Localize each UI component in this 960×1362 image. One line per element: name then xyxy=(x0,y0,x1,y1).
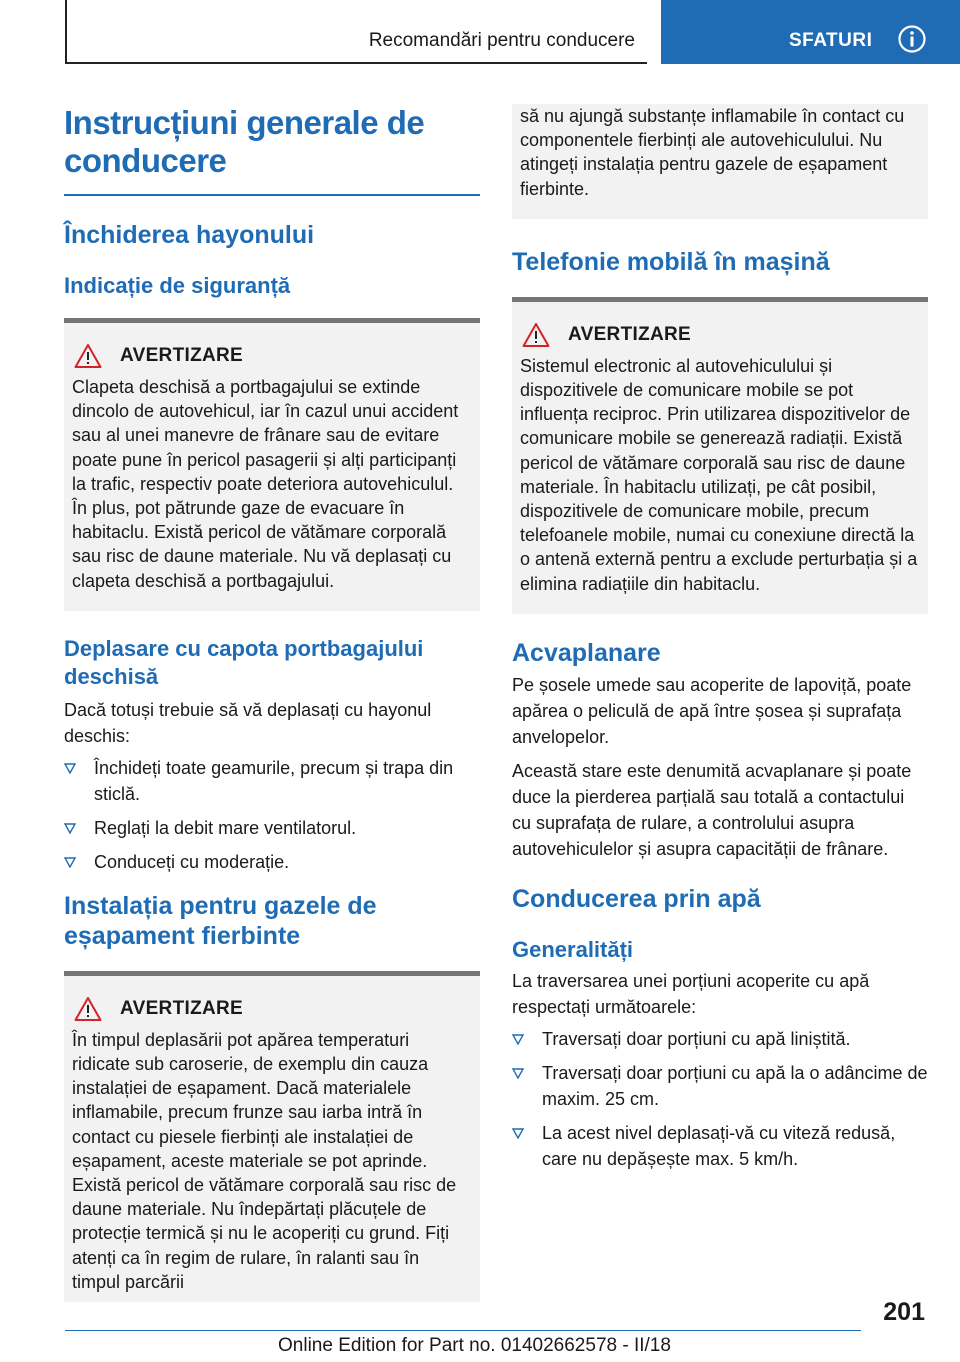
list-item-text: Conduceți cu moderație. xyxy=(94,851,290,872)
heading-open-trunk: Deplasare cu capota portbagajului deschisă xyxy=(64,635,424,689)
list-item xyxy=(512,1026,928,1052)
triangle-bullet-icon xyxy=(512,1068,524,1079)
warning-box-exhaust xyxy=(64,971,480,1302)
triangle-bullet-icon xyxy=(64,763,76,774)
header-bottom-rule xyxy=(65,62,647,64)
open-trunk-list xyxy=(64,755,480,875)
heading-driving-through-water: Conducerea prin apă xyxy=(512,884,761,913)
list-item-text: Traversați doar porțiuni cu apă la o adâncime de maxim. 25 cm. xyxy=(542,1062,928,1109)
warning-box-tailgate xyxy=(64,318,480,611)
warning-box-phone xyxy=(512,297,928,614)
list-item xyxy=(64,849,480,875)
heading-aquaplaning: Acvaplanare xyxy=(512,638,661,667)
warning-triangle-icon xyxy=(74,343,102,369)
list-item xyxy=(512,1120,928,1172)
general-intro: La traversarea unei porțiuni acoperite cu apă respectați următoarele: xyxy=(512,970,870,1017)
list-item-text: Traversați doar porțiuni cu apă liniștită. xyxy=(542,1028,851,1049)
list-item-text: Închideți toate geamurile, precum și trapa din sticlă. xyxy=(94,757,454,804)
heading-tailgate: Închiderea hayonului xyxy=(64,221,315,249)
page-title: Instrucțiuni generale de conducere xyxy=(64,104,425,179)
left-column xyxy=(64,104,480,1302)
right-column xyxy=(512,104,928,1180)
list-item-text: La acest nivel deplasați-vă cu viteză redusă, care nu depășește max. 5 km/h. xyxy=(542,1122,896,1169)
info-icon xyxy=(897,24,927,54)
warning-triangle-icon xyxy=(74,996,102,1022)
header-tab-label: SFATURI xyxy=(789,30,873,51)
header-tab[interactable] xyxy=(661,0,960,64)
warning-label: AVERTIZARE xyxy=(120,997,243,1019)
list-item-text: Reglați la debit mare ventilatorul. xyxy=(94,817,357,838)
title-rule xyxy=(64,194,480,196)
warning-text: Sistemul electronic al autovehiculului și dispozitivele de comunicare mobile se pot influența reciproc. Prin utilizarea dispozitivelor de comunicare mobile se generează radiații. Există pericol de vătămare corporală sau risc de daune materiale. În habitaclu utilizați, pe cât posibil, dispozitivele de comunicare mobile, precum telefoanele mobile, numai cu conexiune directă la o antenă externă pentru a exclude perturbația și a elimina radiațiile din habitaclu. xyxy=(520,355,918,594)
warning-text: Clapeta deschisă a portbagajului se extinde dincolo de autovehicul, iar în cazul unui accident sau al unei manevre de frânare sau de evitare poate pune în pericol pasagerii și alți participanți la trafic, respectiv poate deteriora autovehiculul. În plus, pot pătrunde gaze de evacuare în habitaclu. Există pericol de vătămare corporală sau risc de daune materiale. Nu vă deplasați cu clapeta deschisă a portbagajului. xyxy=(72,377,459,591)
heading-exhaust: Instalația pentru gazele de eșapament fierbinte xyxy=(64,891,377,950)
triangle-bullet-icon xyxy=(512,1034,524,1045)
warning-triangle-icon xyxy=(522,322,550,348)
triangle-bullet-icon xyxy=(512,1128,524,1139)
list-item xyxy=(64,755,480,807)
general-list xyxy=(512,1026,928,1172)
triangle-bullet-icon xyxy=(64,857,76,868)
aquaplaning-paragraph-1: Pe șosele umede sau acoperite de lapoviță, poate apărea o peliculă de apă între șosea și suprafața anvelopelor. xyxy=(512,674,912,747)
header-left-rule xyxy=(65,0,67,64)
list-item xyxy=(512,1060,928,1112)
list-item xyxy=(64,815,480,841)
heading-mobile-phone: Telefonie mobilă în mașină xyxy=(512,247,830,276)
warning-box-exhaust-continued xyxy=(512,104,928,219)
warning-label: AVERTIZARE xyxy=(120,345,243,366)
warning-label: AVERTIZARE xyxy=(568,323,691,345)
warning-header xyxy=(72,994,472,1024)
aquaplaning-paragraph-2: Această stare este denumită acvaplanare și poate duce la pierderea parțială sau totală a contactului cu suprafața de rulare, a controlului asupra autovehiculelor și asupra capacității de frânare. xyxy=(512,760,912,859)
warning-header xyxy=(72,341,472,371)
header-section-title: Recomandări pentru conducere xyxy=(368,30,635,51)
warning-header xyxy=(520,320,920,350)
heading-safety: Indicație de siguranță xyxy=(64,273,291,298)
footer-edition: Online Edition for Part no. 01402662578 - II/18 xyxy=(278,1335,671,1356)
open-trunk-intro: Dacă totuși trebuie să vă deplasați cu hayonul deschis: xyxy=(64,699,432,746)
triangle-bullet-icon xyxy=(64,823,76,834)
warning-text: În timpul deplasării pot apărea temperaturi ridicate sub caroserie, de exemplu din cauza instalației de eșapament. Dacă materialele inflamabile, precum frunze sau iarba intră în contact cu piesele fierbinți ale instalației de eșapament, aceste materiale se pot aprinde. Există pericol de vătămare corporală sau risc de daune materiale. Nu îndepărtați plăcuțele de protecție termică și nu le acoperiți cu grund. Fiți atenți ca în regim de rulare, în ralanti sau în timpul parcării xyxy=(72,1029,457,1292)
warning-text: să nu ajungă substanțe inflamabile în contact cu componentele fierbinți ale autovehiculului. Nu atingeți instalația pentru gazele de eșapament fierbinte. xyxy=(520,106,905,199)
footer-rule xyxy=(65,1330,861,1331)
heading-general: Generalități xyxy=(512,936,634,962)
page-number: 201 xyxy=(883,1298,925,1326)
